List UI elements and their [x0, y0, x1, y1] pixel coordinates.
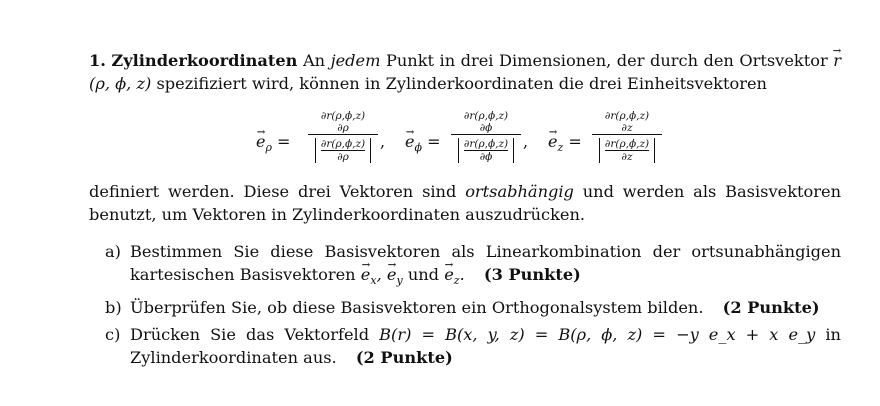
- task-points: (2 Punkte): [355, 348, 453, 368]
- problem-number: 1.: [89, 51, 106, 70]
- task-label: b): [105, 298, 122, 318]
- task-b: [105, 296, 841, 319]
- problem-title: Zylinderkoordinaten: [111, 51, 298, 70]
- after-text-2: und werden als Basisvektoren benutzt, um Vektoren in Zylinderkoordinaten auszudrücken.: [89, 182, 841, 224]
- task-text-2: in Zylinderkoordinaten aus.: [130, 325, 841, 368]
- task-text: Bestimmen Sie diese Basisvektoren als Linearkombination der ortsunabhängigen kartesischen Basisvektoren: [130, 242, 841, 284]
- task-text: Überprüfen Sie, ob diese Basisvektoren ein Orthogonalsystem bilden.: [130, 298, 704, 318]
- task-text-1: Drücken Sie das Vektorfeld: [130, 325, 370, 345]
- vector-field-formula: B(r) = B(x, y, z) = B(ρ, ϕ, z) = −y e_x + x e_y: [379, 325, 816, 345]
- task-label: c): [105, 325, 121, 345]
- intro-text-2: Punkt in drei Dimensionen, der durch den Ortsvektor: [385, 51, 828, 70]
- problem-intro: [89, 49, 841, 95]
- intro-text-1: An: [302, 51, 326, 70]
- intro-text-3: spezifiziert wird, können in Zylinderkoordinaten die drei Einheitsvektoren: [156, 74, 767, 93]
- task-label: a): [105, 242, 121, 261]
- position-vector: r →(ρ, ϕ, z): [89, 51, 841, 93]
- basis-vector-definitions: $e \to_\rho$ = ∂r(ρ,ϕ,z) ∂ρ $\frac{\partial r(\rho,\phi,z)}{\partial\rho}$ , $e \to_\phi$ = ∂r(ρ,ϕ,z) ∂ϕ $\frac{\partial r(\rho,\phi,z)}{\partial\phi}$ , $e \to_z$ = ∂r(ρ,ϕ,z) ∂z $\frac{\partial r(\rho,\phi,z)}{\partial z}$: [0, 110, 880, 176]
- task-points: (2 Punkte): [722, 298, 820, 318]
- after-emphasis: ortsabhängig: [465, 182, 574, 201]
- intro-emphasis: jedem: [330, 51, 381, 70]
- task-points: (3 Punkte): [483, 265, 581, 284]
- problem-followup: [89, 180, 841, 226]
- task-list: [105, 240, 841, 373]
- task-a: a) Bestimmen Sie diese Basisvektoren als Linearkombination der ortsunabhängigen kartesischen Basisvektoren $e \to_x$, $e \to_y$ und $e \to_z$. (3 Punkte): [105, 240, 841, 292]
- task-c: [105, 323, 841, 369]
- after-text-1: definiert werden. Diese drei Vektoren sind: [89, 182, 457, 201]
